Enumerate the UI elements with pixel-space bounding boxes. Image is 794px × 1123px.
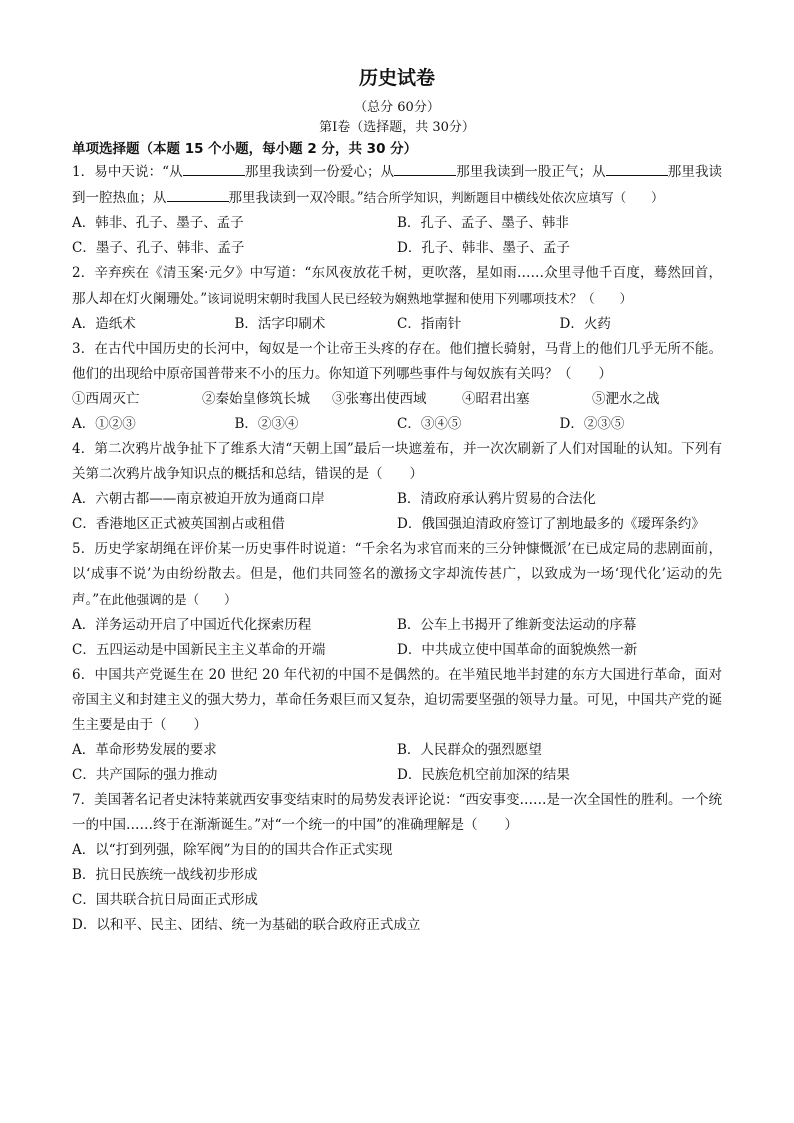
answer-blank — [167, 187, 229, 202]
option-d[interactable]: D．②③⑤ — [559, 416, 625, 432]
option-c[interactable]: C．五四运动是中国新民主主义革命的开端 — [72, 642, 326, 658]
exam-page — [72, 66, 722, 938]
options-7 — [72, 838, 722, 938]
option-c[interactable]: C．共产国际的强力推动 — [72, 767, 218, 783]
option-a[interactable]: A．六朝古都——南京被迫开放为通商口岸 — [72, 491, 325, 507]
event-item: ③张骞出使西域 — [332, 391, 427, 407]
option-a[interactable]: A．革命形势发展的要求 — [72, 742, 217, 758]
option-c[interactable]: C．国共联合抗日局面正式形成 — [72, 892, 258, 908]
option-d[interactable]: D．火药 — [559, 316, 611, 332]
event-item: ④昭君出塞 — [462, 391, 530, 407]
question-7: 7．美国著名记者史沫特莱就西安事变结束时的局势发表评论说：“西安事变……是一次全国性的胜利。一个统一的中国……终于在渐渐诞生。”对“一个统一的中国”的准确理解是（ ） — [72, 792, 722, 833]
event-item: ②秦始皇修筑长城 — [202, 391, 310, 407]
option-a[interactable]: A．韩非、孔子、墨子、孟子 — [72, 215, 244, 231]
question-1: 1．易中天说：“从 那里我读到一份爱心；从 那里我读到一股正气；从 那里我读到一腔热血；从 那里我读到一双冷眼。”结合所学知识，判断题目中横线处依次应填写（ ） — [72, 160, 722, 211]
option-c[interactable]: C．指南针 — [397, 316, 462, 332]
event-item: ⑤淝水之战 — [592, 391, 660, 407]
option-b[interactable]: B．公车上书揭开了维新变法运动的序幕 — [397, 617, 637, 633]
option-c[interactable]: C．香港地区正式被英国割占或租借 — [72, 516, 285, 532]
options-1 — [72, 211, 722, 261]
option-d[interactable]: D．孔子、韩非、墨子、孟子 — [397, 240, 570, 256]
option-d[interactable]: D．俄国强迫清政府签订了割地最多的《瑷珲条约》 — [397, 516, 705, 532]
answer-blank — [606, 161, 668, 176]
option-b[interactable]: B．清政府承认鸦片贸易的合法化 — [397, 491, 596, 507]
event-items — [72, 387, 722, 412]
option-b[interactable]: B．活字印刷术 — [234, 316, 326, 332]
options-6 — [72, 738, 722, 788]
options-5 — [72, 613, 722, 663]
answer-blank — [394, 161, 456, 176]
question-2: 2．辛弃疾在《清玉案·元夕》中写道：“东风夜放花千树，更吹落，星如雨……众里寻他千百度，蓦然回首，那人却在灯火阑珊处。”该词说明宋朝时我国人民已经较为娴熟地掌握和使用下列哪项技术？（ ） — [72, 265, 722, 307]
event-item: ①西周灭亡 — [72, 391, 140, 407]
question-4: 4．第二次鸦片战争扯下了维系大清“天朝上国”最后一块遮羞布，并一次次刷新了人们对国耻的认知。下列有关第二次鸦片战争知识点的概括和总结，错误的是（ ） — [72, 441, 722, 482]
options-4 — [72, 487, 722, 537]
option-a[interactable]: A．造纸术 — [72, 316, 136, 332]
question-6: 6．中国共产党诞生在 20 世纪 20 年代初的中国不是偶然的。在半殖民地半封建的东方大国进行革命，面对帝国主义和封建主义的强大势力，革命任务艰巨而又复杂，迫切需要坚强的领导力量。可见，中国共产党的诞生主要是由于（ ） — [72, 667, 722, 733]
option-c[interactable]: C．墨子、孔子、韩非、孟子 — [72, 240, 245, 256]
option-b[interactable]: B．抗日民族统一战线初步形成 — [72, 867, 258, 883]
option-a[interactable]: A．以“打到列强，除军阀”为目的的国共合作正式实现 — [72, 842, 393, 858]
total-score: （总分 60分） — [354, 100, 440, 115]
option-b[interactable]: B．孔子、孟子、墨子、韩非 — [397, 215, 569, 231]
option-b[interactable]: B．②③④ — [234, 416, 299, 432]
option-d[interactable]: D．中共成立使中国革命的面貌焕然一新 — [397, 642, 638, 658]
options-2 — [72, 312, 722, 337]
part-heading: 第Ⅰ卷（选择题，共 30分） — [319, 120, 475, 135]
option-a[interactable]: A．①②③ — [72, 416, 136, 432]
question-5: 5．历史学家胡绳在评价某一历史事件时说道：“千余名为求官而来的三分钟慷慨派’在已成定局的悲剧面前，以‘成事不说’为由纷纷散去。但是，他们共同签名的激扬文字却流传甚广，以致成为一场‘现代化’运动的先声。”在此他强调的是（ ） — [72, 541, 722, 608]
answer-blank — [183, 161, 245, 176]
exam-title: 历史试卷 — [358, 67, 435, 89]
option-b[interactable]: B．人民群众的强烈愿望 — [397, 742, 542, 758]
option-c[interactable]: C．③④⑤ — [397, 416, 462, 432]
option-d[interactable]: D．民族危机空前加深的结果 — [397, 767, 570, 783]
option-a[interactable]: A．洋务运动开启了中国近代化探索历程 — [72, 617, 312, 633]
option-d[interactable]: D．以和平、民主、团结、统一为基础的联合政府正式成立 — [72, 917, 421, 933]
question-3: 3．在古代中国历史的长河中，匈奴是一个让帝王头疼的存在。他们擅长骑射，马背上的他们几乎无所不能。他们的出现给中原帝国普带来不小的压力。你知道下列哪些事件与匈奴族有关吗？（ ） — [72, 341, 722, 382]
section-heading: 单项选择题（本题 15 个小题，每小题 2 分，共 30 分） — [72, 141, 418, 157]
options-3 — [72, 412, 722, 437]
